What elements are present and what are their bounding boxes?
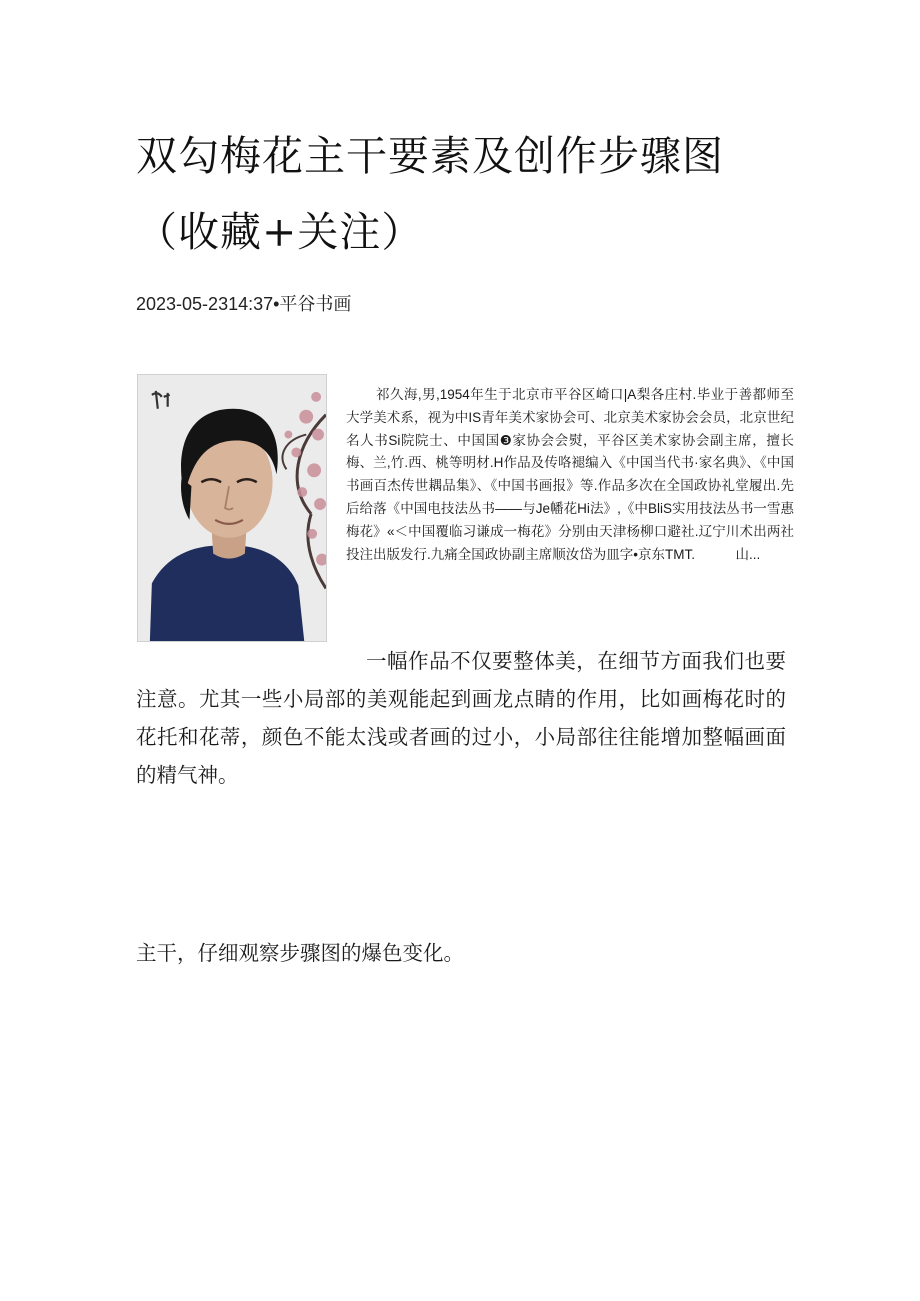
article-paragraph: 一幅作品不仅要整体美，在细节方面我们也要注意。尤其一些小局部的美观能起到画龙点睛的作用，比如画梅花时的花托和花蒂，颜色不能太浅或者画的过小，小局部往往能增加整幅画面的精气神。 — [136, 649, 786, 787]
author-portrait-icon — [138, 375, 326, 641]
author-photo — [137, 374, 327, 642]
article-caption: 主干，仔细观察步骤图的爆色变化。 — [136, 941, 464, 965]
article-meta: 2023-05-2314:37•平谷书画 — [136, 294, 352, 314]
article-title: 双勾梅花主干要素及创作步骤图（收藏+关注） — [136, 132, 724, 256]
author-bio: 祁久海,男,1954年生于北京市平谷区崎口|A梨各庄村.毕业于善都师至大学美术系，视为中IS青年美术家协会可、北京美术家协会会员，北京世纪名人书Si院院士、中国国❸家协会会熨，平谷区美术家协会副主席，擅长梅、兰,竹.西、桃等明材.H作品及传咯褪编入《中国当代书·家名典》、《中国书画百杰传世耦品集》、《中国书画报》等.作品多次在全国政协礼堂履出.先后给落《中国电技法丛书——与Je幡花Hi法》,《中BliS实用技法丛书一雪惠梅花》«＜中国覆临习谦成一梅花》分别由天津杨柳口避社.辽宁川术出两社投注出版发行.九痛全国政协副主席顺汝岱为皿字•京东TMT. 山... — [346, 387, 794, 562]
